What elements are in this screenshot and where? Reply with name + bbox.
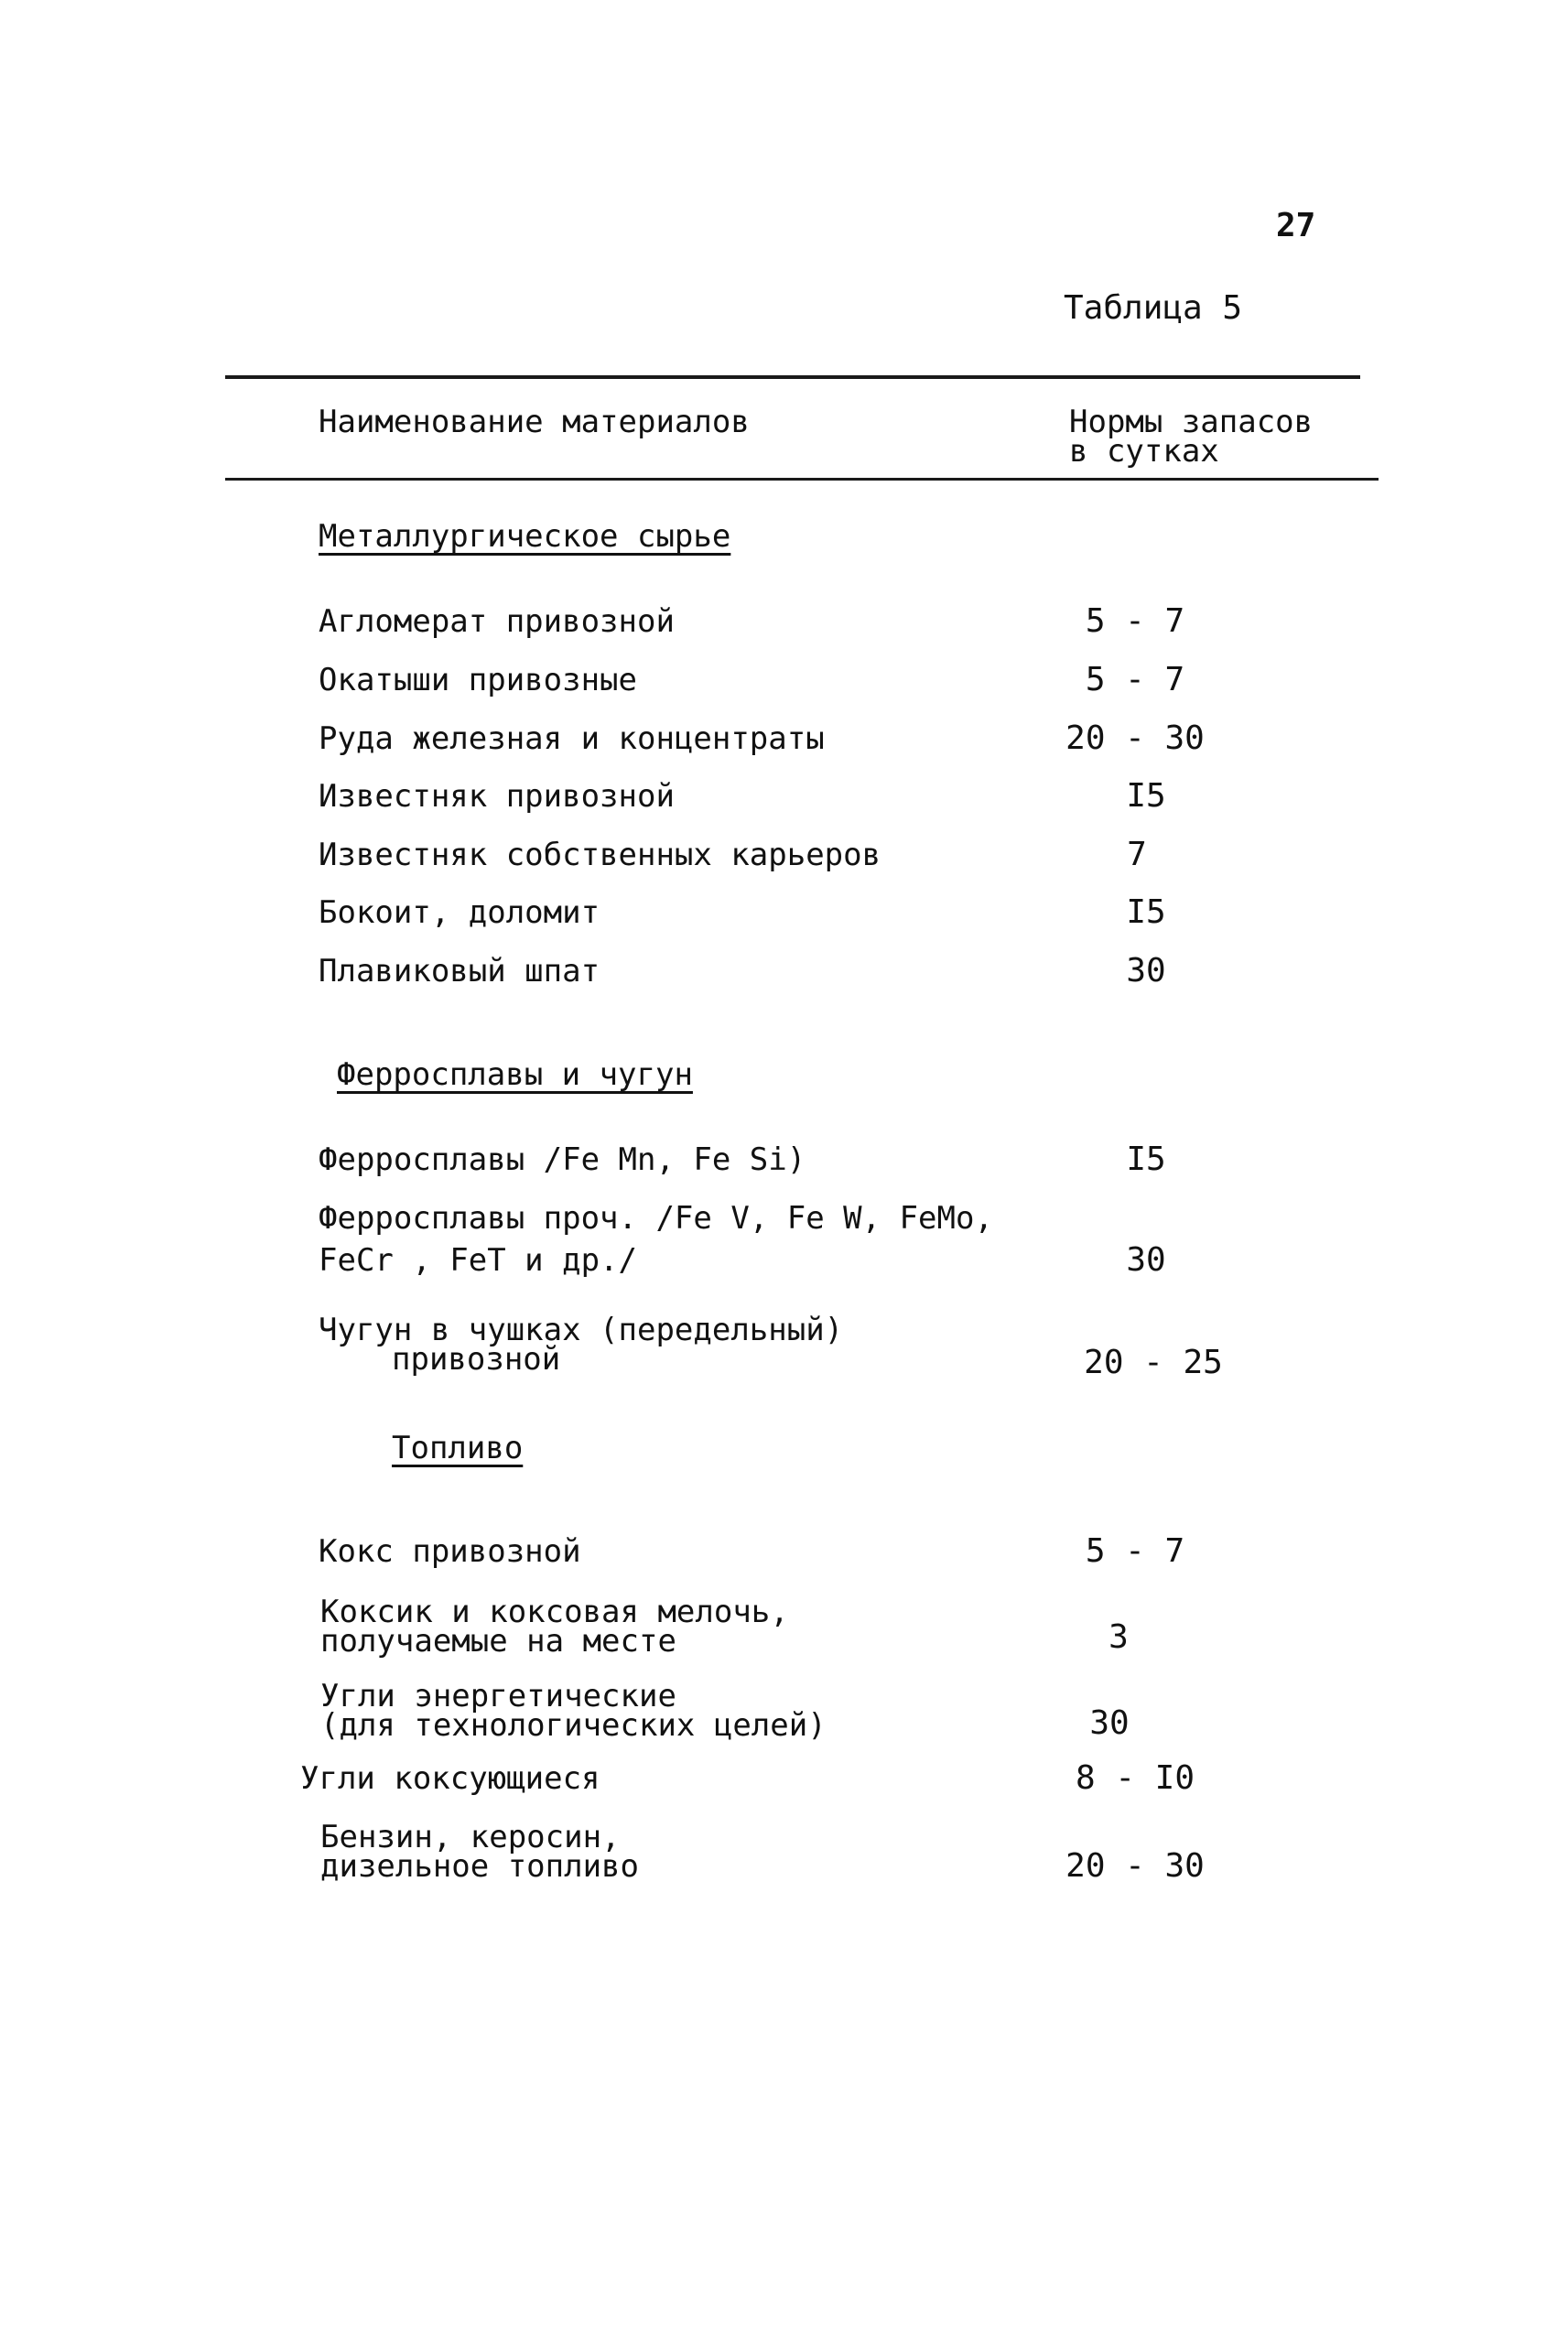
row-name-energy-coal-line2: (для технологических целей) [320,1707,827,1744]
row-value-coking-coal: 8 - I0 [1075,1759,1195,1797]
row-value-agglomerate: 5 - 7 [1085,602,1185,640]
row-value-iron-ore: 20 - 30 [1065,719,1205,757]
row-name-pig-iron-line2: привозной [392,1341,561,1378]
row-value-limestone-own: 7 [1127,836,1147,873]
row-name-limestone-own: Известняк собственных карьеров [319,837,881,873]
header-norm-column-line1: Нормы запасов [1069,404,1314,440]
section-title-ferroalloys: Ферросплавы и чугун [337,1056,693,1093]
row-value-ferroalloys-other: 30 [1126,1241,1166,1279]
row-value-energy-coal: 30 [1089,1704,1130,1742]
row-value-pellets: 5 - 7 [1085,661,1185,698]
row-value-pig-iron: 20 - 25 [1084,1344,1223,1381]
header-bottom-rule [225,478,1379,481]
row-value-dolomite: I5 [1126,893,1166,931]
section-title-fuel: Топливо [392,1430,524,1466]
row-name-ferroalloys-mn-si: Ферросплавы /Fe Mn, Fe Si) [319,1141,806,1178]
row-name-fluorspar: Плавиковый шпат [319,953,600,989]
table-caption: Таблица 5 [1064,289,1243,327]
table-top-rule [225,375,1360,379]
header-norm-column-line2: в сутках [1069,433,1219,470]
row-name-coke: Кокс привозной [319,1533,581,1570]
row-name-limestone-imported: Известняк привозной [319,778,675,815]
row-name-pellets: Окатыши привозные [319,662,637,698]
row-value-coke: 5 - 7 [1085,1532,1185,1570]
row-name-coke-breeze-line1: Коксик и коксовая мелочь, [320,1594,789,1630]
row-name-petrol-line1: Бензин, керосин, [320,1819,621,1855]
row-name-petrol-line2: дизельное топливо [320,1848,639,1885]
row-value-limestone-imported: I5 [1126,777,1166,815]
row-name-ferroalloys-other-line1: Ферросплавы проч. /Fe V, Fe W, FeMo, [319,1200,993,1237]
row-value-coke-breeze: 3 [1108,1618,1129,1656]
row-name-dolomite: Бокоит, доломит [319,894,600,931]
row-value-ferroalloys-mn-si: I5 [1126,1141,1166,1178]
row-value-petrol: 20 - 30 [1065,1847,1205,1885]
row-name-energy-coal-line1: Угли энергетические [320,1678,676,1714]
header-name-column: Наименование материалов [319,404,750,440]
section-title-metallurgical: Металлургическое сырье [319,518,731,555]
row-value-fluorspar: 30 [1126,952,1166,989]
row-name-iron-ore: Руда железная и концентраты [319,720,825,757]
page-number: 27 [1276,207,1316,244]
row-name-coke-breeze-line2: получаемые на месте [320,1623,676,1660]
row-name-pig-iron-line1: Чугун в чушках (передельный) [319,1312,844,1348]
row-name-coking-coal: Угли коксующиеся [300,1760,600,1797]
row-name-agglomerate: Агломерат привозной [319,603,675,640]
row-name-ferroalloys-other-line2: FeCr , FeT и др./ [319,1242,637,1279]
